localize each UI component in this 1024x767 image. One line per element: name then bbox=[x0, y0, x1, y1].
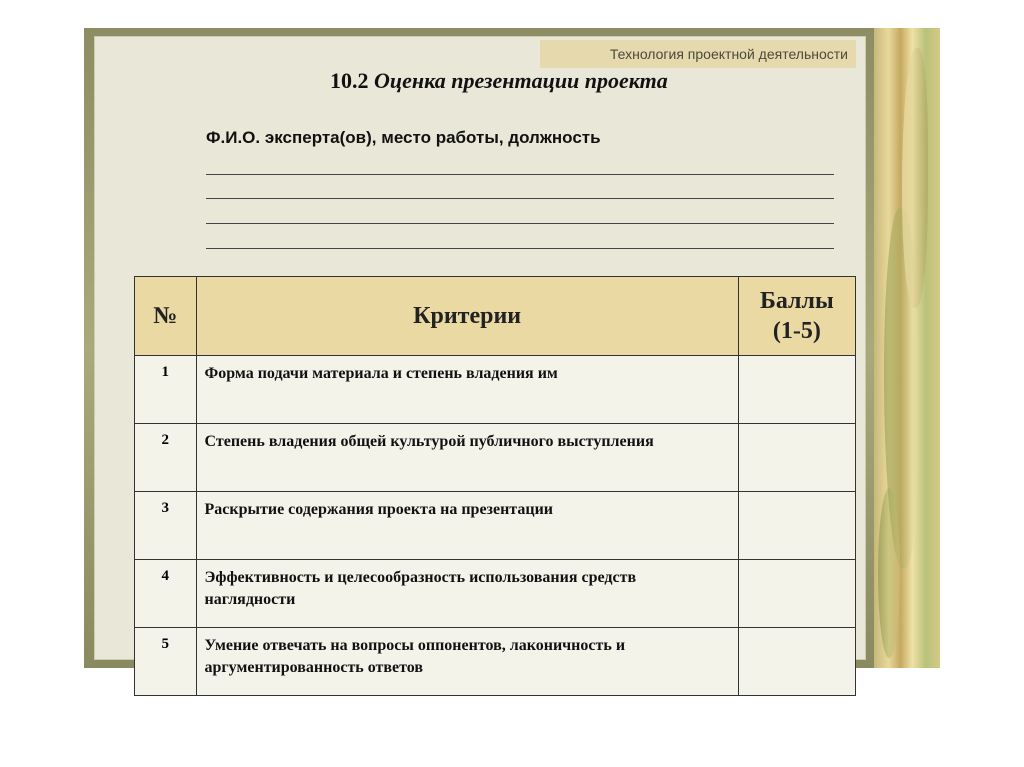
table-row bbox=[135, 628, 856, 696]
title-number: 10.2 bbox=[330, 68, 369, 93]
decorative-side-strip bbox=[874, 28, 940, 668]
row-criterion: Степень владения общей культурой публичного выступления bbox=[196, 424, 738, 492]
row-number: 5 bbox=[135, 628, 197, 696]
table-row bbox=[135, 492, 856, 560]
row-number: 4 bbox=[135, 560, 197, 628]
table-header-row bbox=[135, 277, 856, 356]
header-score-line2: (1-5) bbox=[772, 318, 821, 344]
row-score-cell[interactable] bbox=[738, 628, 855, 696]
row-score-cell[interactable] bbox=[738, 492, 855, 560]
expert-label: Ф.И.О. эксперта(ов), место работы, должность bbox=[206, 128, 601, 147]
expert-fill-line[interactable] bbox=[206, 198, 834, 199]
row-number: 3 bbox=[135, 492, 197, 560]
table-row bbox=[135, 424, 856, 492]
row-score-cell[interactable] bbox=[738, 356, 855, 424]
expert-fill-line[interactable] bbox=[206, 248, 834, 249]
header-criteria: Критерии bbox=[196, 277, 738, 356]
row-score-cell[interactable] bbox=[738, 560, 855, 628]
leaf-ornament bbox=[902, 48, 928, 308]
slide-title bbox=[330, 68, 668, 94]
row-criterion: Раскрытие содержания проекта на презентации bbox=[196, 492, 738, 560]
header-score-line1: Баллы bbox=[759, 288, 834, 314]
expert-fill-line[interactable] bbox=[206, 223, 834, 224]
table-row bbox=[135, 560, 856, 628]
header-score bbox=[738, 277, 855, 356]
row-criterion: Умение отвечать на вопросы оппонентов, лаконичность и аргументированность ответов bbox=[196, 628, 738, 696]
table-row bbox=[135, 356, 856, 424]
title-text: Оценка презентации проекта bbox=[374, 68, 668, 93]
row-criterion: Форма подачи материала и степень владения им bbox=[196, 356, 738, 424]
expert-fill-line[interactable] bbox=[206, 174, 834, 175]
row-number: 2 bbox=[135, 424, 197, 492]
criteria-table bbox=[134, 276, 856, 696]
row-number: 1 bbox=[135, 356, 197, 424]
row-score-cell[interactable] bbox=[738, 424, 855, 492]
header-num: № bbox=[135, 277, 197, 356]
row-criterion: Эффективность и целесообразность использования средств наглядности bbox=[196, 560, 738, 628]
section-tag: Технология проектной деятельности bbox=[540, 40, 856, 68]
leaf-ornament bbox=[878, 488, 900, 658]
